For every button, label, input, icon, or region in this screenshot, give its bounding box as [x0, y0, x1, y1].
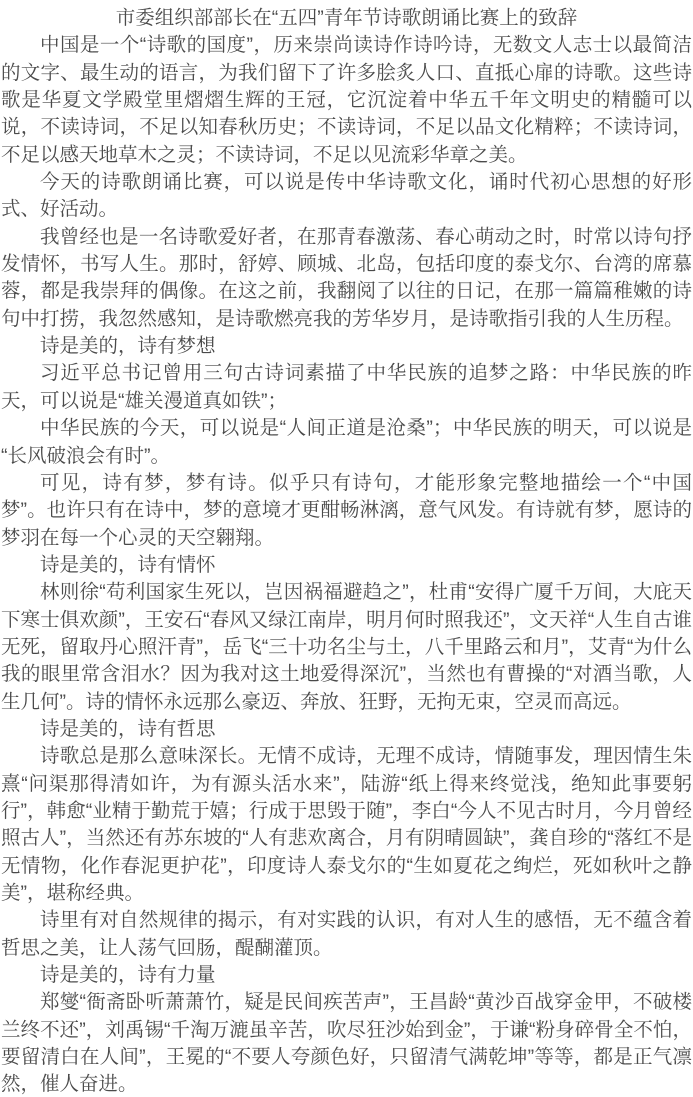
- section-heading-philosophy: 诗是美的，诗有哲思: [40, 717, 216, 740]
- paragraph: 诗歌总是那么意味深长。无情不成诗，无理不成诗，情随事发，理因情生朱熹“问渠那得清如许，为有源头活水来”，陆游“纸上得来终觉浅，绝知此事要躬行”，韩愈“业精于勤荒于嬉；行成于思毁于随”，李白“今人不见古时月，今月曾经照古人”，当然还有苏东坡的“人有悲欢离合，月有阴晴圆缺”，龚自珍的“落红不是无情物，化作春泥更护花”，印度诗人泰戈尔的“生如夏花之绚烂，死如秋叶之静美”，堪称经典。: [1, 745, 692, 904]
- section-heading-sentiment: 诗是美的，诗有情怀: [40, 553, 216, 576]
- paragraph: 习近平总书记曾用三句古诗词素描了中华民族的追梦之路：中华民族的昨天，可以说是“雄关漫道真如铁”；: [1, 362, 692, 412]
- paragraph: 中华民族的今天，可以说是“人间正道是沧桑”；中华民族的明天，可以说是“长风破浪会有时”。: [1, 417, 692, 467]
- section-heading-power: 诗是美的，诗有力量: [40, 964, 216, 987]
- paragraph: 诗里有对自然规律的揭示，有对实践的认识，有对人生的感悟，无不蕴含着哲思之美，让人荡气回肠，醍醐灌顶。: [1, 909, 692, 959]
- paragraph: 我曾经也是一名诗歌爱好者，在那青春激荡、春心萌动之时，时常以诗句抒发情怀，书写人生。那时，舒婷、顾城、北岛，包括印度的泰戈尔、台湾的席慕蓉，都是我崇拜的偶像。在这之前，我翻阅了以往的日记，在那一篇篇稚嫩的诗句中打捞，我忽然感知，是诗歌燃亮我的芳华岁月，是诗歌指引我的人生历程。: [1, 225, 692, 330]
- paragraph: 可见，诗有梦，梦有诗。似乎只有诗句，才能形象完整地描绘一个“中国梦”。也许只有在诗中，梦的意境才更酣畅淋漓，意气风发。有诗就有梦，愿诗的梦羽在每一个心灵的天空翱翔。: [1, 471, 692, 549]
- paragraph: 中国是一个“诗歌的国度”，历来崇尚读诗作诗吟诗，无数文人志士以最简洁的文字、最生动的语言，为我们留下了许多脍炙人口、直抵心扉的诗歌。这些诗歌是华夏文学殿堂里熠熠生辉的王冠，它沉淀着中华五千年文明史的精髓可以说，不读诗词，不足以知春秋历史；不读诗词，不足以品文化精粹；不读诗词，不足以感天地草木之灵；不读诗词，不足以见流彩华章之美。: [1, 34, 692, 166]
- section-heading-dream: 诗是美的，诗有梦想: [40, 335, 216, 358]
- document-title: 市委组织部部长在“五四”青年节诗歌朗诵比赛上的致辞: [115, 7, 578, 29]
- paragraph: 今天的诗歌朗诵比赛，可以说是传中华诗歌文化，诵时代初心思想的好形式、好活动。: [1, 171, 692, 221]
- paragraph: 林则徐“苟利国家生死以，岂因祸福避趋之”，杜甫“安得广厦千万间，大庇天下寒士俱欢颜”，王安石“春风又绿江南岸，明月何时照我还”，文天祥“人生自古谁无死，留取丹心照汗青”，岳飞“三十功名尘与土，八千里路云和月”，艾青“为什么我的眼里常含泪水？因为我对这土地爱得深沉”，当然也有曹操的“对酒当歌，人生几何”。诗的情怀永远那么豪迈、奔放、狂野，无拘无束，空灵而高远。: [1, 581, 692, 713]
- paragraph: 郑燮“衙斋卧听萧萧竹，疑是民间疾苦声”，王昌龄“黄沙百战穿金甲，不破楼兰终不还”，刘禹锡“千淘万漉虽辛苦，吹尽狂沙始到金”，于谦“粉身碎骨全不怕，要留清白在人间”，王冕的“不要人夸颜色好，只留清气满乾坤”等等，都是正气凛然，催人奋进。: [1, 991, 692, 1096]
